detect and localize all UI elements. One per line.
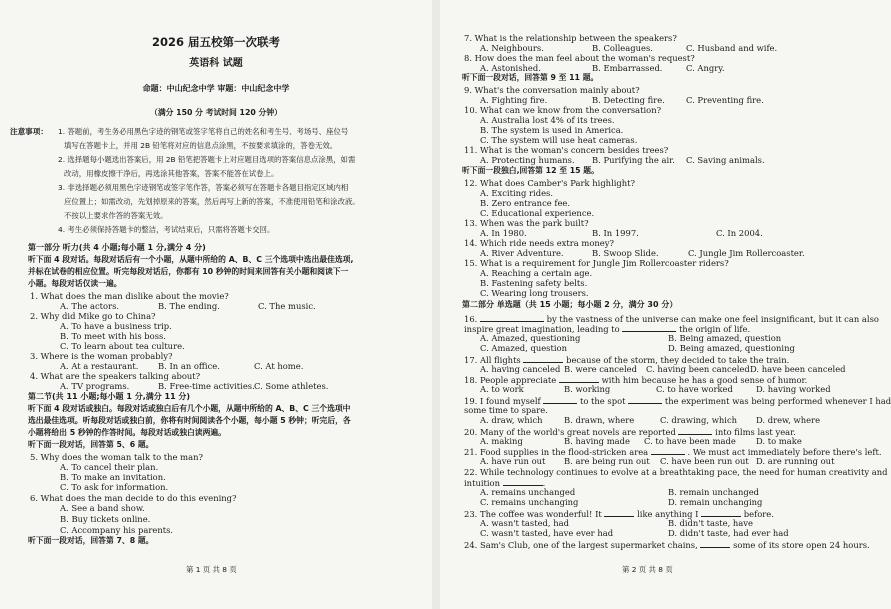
q22-option-a[interactable]: A. remains unchanged — [480, 487, 576, 497]
q22-option-c[interactable]: C. remains unchanging — [480, 497, 579, 507]
q24-text: 24. Sam's Club, one of the largest supermarket chains, — [464, 540, 698, 550]
q17-text: 17. All flights — [464, 355, 521, 365]
q2-option-c[interactable]: C. To learn about tea culture. — [60, 341, 185, 351]
q11-option-a[interactable]: A. Protecting humans. — [480, 155, 575, 165]
q4-option-c[interactable]: C. Some athletes. — [254, 381, 329, 391]
q11-option-c[interactable]: C. Saving animals. — [686, 155, 765, 165]
q17-option-d[interactable]: D. have been canceled — [750, 364, 846, 374]
dialog-heading: 听下面一段对话，回答第 7、8 题。 — [28, 536, 154, 545]
q16-option-c[interactable]: C. Amazed, question — [480, 343, 567, 353]
q22-text: . — [542, 478, 546, 488]
q16-option-b[interactable]: B. Being amazed, question — [668, 333, 782, 343]
q12-option-b[interactable]: B. Zero entrance fee. — [480, 198, 571, 208]
q13-option-c[interactable]: C. In 2004. — [716, 228, 763, 238]
q14-option-a[interactable]: A. River Adventure. — [480, 248, 564, 258]
q8-option-c[interactable]: C. Angry. — [686, 63, 725, 73]
q19-text: 19. I found myself — [464, 396, 541, 406]
q1-option-a[interactable]: A. The actors. — [60, 301, 120, 311]
q2-option-a[interactable]: A. To have a business trip. — [60, 321, 172, 331]
score-time-line: （满分 150 分 考试时间 120 分钟） — [150, 108, 282, 117]
q21-text: 21. Food supplies in the flood-stricken area — [464, 447, 649, 457]
dialog-heading: 听下面一段对话，回答第 9 至 11 题。 — [462, 73, 599, 82]
q24-text: some of its store open 24 hours. — [733, 540, 870, 550]
question-15-stem: 15. What is a requirement for Jungle Jim Rollercoaster riders? — [464, 258, 729, 268]
question-11-stem: 11. What is the woman's concern besides trees? — [464, 145, 669, 155]
q12-option-c[interactable]: C. Educational experience. — [480, 208, 595, 218]
q23-text: before. — [743, 509, 774, 519]
q7-option-a[interactable]: A. Neighbours. — [480, 43, 544, 53]
note-line: 2. 选择题每小题选出答案后，用 2B 铅笔把答题卡上对应题目选项的答案信息点涂黑，如需 — [58, 155, 356, 164]
q16-text: the origin of life. — [679, 324, 751, 334]
q3-option-b[interactable]: B. In an office. — [158, 361, 220, 371]
q21-option-b[interactable]: B. are being run out — [564, 456, 650, 466]
q19-text: to the spot — [579, 396, 626, 406]
part1-title: 第一部分 听力(共 4 小题;每小题 1 分,满分 4 分) — [28, 243, 206, 252]
q3-option-a[interactable]: A. At a restaurant. — [60, 361, 139, 371]
q16-text: by the vastness of the universe can make one feel insignificant, but it can also — [546, 314, 879, 324]
q13-option-b[interactable]: B. In 1997. — [592, 228, 639, 238]
q23-blank-2[interactable] — [701, 508, 741, 517]
q10-option-a[interactable]: A. Australia lost 4% of its trees. — [480, 115, 615, 125]
question-2-stem: 2. Why did Mike go to China? — [30, 311, 156, 321]
q23-option-b[interactable]: B. didn't taste, have — [668, 518, 753, 528]
q19-option-a[interactable]: A. draw, which — [480, 415, 543, 425]
page-footer: 第 2 页 共 8 页 — [622, 565, 673, 574]
q2-option-b[interactable]: B. To meet with his boss. — [60, 331, 166, 341]
q10-option-b[interactable]: B. The system is used in America. — [480, 125, 624, 135]
q18-option-b[interactable]: B. working — [564, 384, 611, 394]
q18-blank[interactable] — [559, 374, 599, 383]
part1-instruction: 小题。每段对话仅读一遍。 — [28, 279, 122, 288]
q18-option-a[interactable]: A. to work — [480, 384, 524, 394]
q10-option-c[interactable]: C. The system will use heat cameras. — [480, 135, 638, 145]
q17-option-c[interactable]: C. having been canceled — [646, 364, 750, 374]
q22-blank[interactable] — [503, 477, 543, 486]
q16-number: 16. — [464, 314, 478, 324]
q17-option-b[interactable]: B. were canceled — [564, 364, 637, 374]
question-8-stem: 8. How does the man feel about the woman's request? — [464, 53, 695, 63]
q18-option-d[interactable]: D. having worked — [756, 384, 831, 394]
q21-option-c[interactable]: C. have been run out — [660, 456, 749, 466]
dialog-heading: 听下面一段独白,回答第 12 至 15 题。 — [462, 166, 599, 175]
question-10-stem: 10. What can we know from the conversation? — [464, 105, 662, 115]
q19-option-d[interactable]: D. drew, where — [756, 415, 821, 425]
q8-option-a[interactable]: A. Astonished. — [480, 63, 541, 73]
q12-option-a[interactable]: A. Exciting rides. — [480, 188, 553, 198]
q9-option-c[interactable]: C. Preventing fire. — [686, 95, 764, 105]
q5-option-c[interactable]: C. To ask for information. — [60, 482, 169, 492]
q20-option-a[interactable]: A. making — [480, 436, 523, 446]
note-line: 应位置上；如需改动，先划掉原来的答案，然后再写上新的答案，不准使用铅笔和涂改液。 — [64, 197, 360, 206]
q6-option-a[interactable]: A. See a band show. — [60, 503, 145, 513]
q22-option-b[interactable]: B. remain unchanged — [668, 487, 760, 497]
q21-text: . We must act immediately before there's left. — [687, 447, 882, 457]
q20-text: 20. Many of the world's great novels are reported — [464, 427, 676, 437]
section2-instruction: 听下面 4 段对话或独白。每段对话或独白后有几个小题，从题中所给的 A、B、C 三个选项中 — [28, 404, 351, 413]
q19-stem-cont: some time to spare. — [464, 405, 548, 415]
q18-text: 18. People appreciate — [464, 375, 557, 385]
q6-option-b[interactable]: B. Buy tickets online. — [60, 514, 151, 524]
q18-option-c[interactable]: C. to have worked — [656, 384, 733, 394]
q17-text: because of the storm, they decided to take the train. — [566, 355, 790, 365]
q21-blank[interactable] — [651, 446, 685, 455]
q20-text: into films last year. — [715, 427, 796, 437]
note-line: 3. 非选择题必须用黑色字迹钢笔或签字笔作答，答案必须写在答题卡各题目指定区域内相 — [58, 183, 349, 192]
q6-option-c[interactable]: C. Accompany his parents. — [60, 525, 174, 535]
note-line: 填写在答题卡上，并用 2B 铅笔将对应的信息点涂黑，不按要求填涂的，答卷无效。 — [64, 141, 338, 150]
q23-option-d[interactable]: D. didn't taste, had ever had — [668, 528, 789, 538]
q22-option-d[interactable]: D. remain unchanging — [668, 497, 763, 507]
q1-option-c[interactable]: C. The music. — [258, 301, 316, 311]
note-line: 不按以上要求作答的答案无效。 — [64, 211, 168, 220]
q19-blank-2[interactable] — [628, 395, 662, 404]
q15-option-a[interactable]: A. Reaching a certain age. — [480, 268, 593, 278]
q7-option-b[interactable]: B. Colleagues. — [592, 43, 653, 53]
part2-title: 第二部分 单选题（共 15 小题；每小题 2 分，满分 30 分） — [462, 300, 678, 309]
question-14-stem: 14. Which ride needs extra money? — [464, 238, 614, 248]
q8-option-b[interactable]: B. Embarrassed. — [592, 63, 663, 73]
q19-text: the experiment was being performed whenever I had — [664, 396, 891, 406]
page-footer: 第 1 页 共 8 页 — [186, 565, 237, 574]
question-3-stem: 3. Where is the woman probably? — [30, 351, 173, 361]
q11-option-b[interactable]: B. Purifying the air. — [592, 155, 675, 165]
q24-blank[interactable] — [700, 539, 730, 548]
question-4-stem: 4. What are the speakers talking about? — [30, 371, 201, 381]
section2-title: 第二节(共 11 小题;每小题 1 分,满分 11 分) — [28, 392, 191, 401]
setter-line: 命题：中山纪念中学 审题：中山纪念中学 — [142, 84, 290, 93]
question-12-stem: 12. What does Camber's Park highlight? — [464, 178, 636, 188]
q15-option-b[interactable]: B. Fastening safety belts. — [480, 278, 588, 288]
q19-blank[interactable] — [543, 395, 577, 404]
q9-option-a[interactable]: A. Fighting fire. — [480, 95, 548, 105]
q23-text: 23. The coffee was wonderful! It — [464, 509, 602, 519]
q4-option-a[interactable]: A. TV programs. — [60, 381, 130, 391]
q22-text: intuition — [464, 478, 500, 488]
section2-instruction: 小题将给出 5 秒钟的作答时间。每段对话或独白读两遍。 — [28, 428, 226, 437]
exam-page-2 — [440, 0, 891, 609]
q5-option-a[interactable]: A. To cancel their plan. — [60, 462, 159, 472]
note-line: 1. 答题前，考生务必用黑色字迹的钢笔或签字笔将自己的姓名和考生号、考场号、座位号 — [58, 127, 349, 136]
q20-blank[interactable] — [678, 426, 712, 435]
note-line: 4. 考生必须保持答题卡的整洁，考试结束后，只需将答题卡交回。 — [58, 225, 275, 234]
question-24-stem — [464, 539, 870, 551]
exam-page-1 — [0, 0, 432, 609]
q19-option-c[interactable]: C. drawing, which — [660, 415, 738, 425]
q17-option-a[interactable]: A. having canceled — [480, 364, 561, 374]
q5-option-b[interactable]: B. To make an invitation. — [60, 472, 166, 482]
q14-option-b[interactable]: B. Swoop Slide. — [592, 248, 659, 258]
q23-blank[interactable] — [604, 508, 634, 517]
q19-option-b[interactable]: B. drawn, where — [564, 415, 635, 425]
q16-text: inspire great imagination, leading to — [464, 324, 620, 334]
q14-option-c[interactable]: C. Jungle Jim Rollercoaster. — [688, 248, 805, 258]
q21-option-d[interactable]: D. are running out — [756, 456, 835, 466]
q9-option-b[interactable]: B. Detecting fire. — [592, 95, 665, 105]
q23-option-c[interactable]: C. wasn't tasted, have ever had — [480, 528, 614, 538]
part1-instruction: 听下面 4 段对话。每段对话后有一个小题，从题中所给的 A、B、C 三个选项中选出最佳选项, — [28, 255, 354, 264]
question-6-stem: 6. What does the man decide to do this evening? — [30, 493, 237, 503]
q21-option-a[interactable]: A. have run out — [480, 456, 546, 466]
note-line: 改动，用橡皮擦干净后，再选涂其他答案，答案不能答在试卷上。 — [64, 169, 279, 178]
q16-blank[interactable] — [480, 313, 544, 322]
subject-title: 英语科 试题 — [189, 58, 243, 69]
q17-blank[interactable] — [523, 354, 563, 363]
section2-instruction: 选出最佳选项。听每段对话或独白前，你将有时间阅读各个小题，每小题 5 秒钟；听完后，各 — [28, 416, 351, 425]
q1-option-b[interactable]: B. The ending. — [158, 301, 220, 311]
q7-option-c[interactable]: C. Husband and wife. — [686, 43, 778, 53]
dialog-heading: 听下面一段对话，回答第 5、6 题。 — [28, 440, 154, 449]
q13-option-a[interactable]: A. In 1980. — [480, 228, 527, 238]
question-7-stem: 7. What is the relationship between the speakers? — [464, 33, 677, 43]
q20-option-b[interactable]: B. having made — [564, 436, 630, 446]
q16-option-a[interactable]: A. Amazed, questioning — [480, 333, 581, 343]
page-gutter — [432, 0, 440, 609]
q16-blank-2[interactable] — [622, 323, 676, 332]
notes-label: 注意事项： — [10, 127, 48, 136]
q20-option-c[interactable]: C. to have been made — [644, 436, 736, 446]
q16-option-d[interactable]: D. Being amazed, questioning — [668, 343, 795, 353]
q23-text: like anything I — [637, 509, 699, 519]
question-5-stem: 5. Why does the woman talk to the man? — [30, 452, 203, 462]
question-22-stem: 22. While technology continues to evolve at a breathtaking pace, the need for human creativity and — [464, 467, 888, 477]
q23-option-a[interactable]: A. wasn't tasted, had — [480, 518, 569, 528]
q4-option-b[interactable]: B. Free-time activities. — [158, 381, 255, 391]
question-1-stem: 1. What does the man dislike about the movie? — [30, 291, 229, 301]
question-13-stem: 13. When was the park built? — [464, 218, 589, 228]
q18-text: with him because he has a good sense of humor. — [601, 375, 808, 385]
q15-option-c[interactable]: C. Wearing long trousers. — [480, 288, 589, 298]
q20-option-d[interactable]: D. to make — [756, 436, 802, 446]
part1-instruction: 并标在试卷的相应位置。听完每段对话后，你都有 10 秒钟的时间来回答有关小题和阅读下一 — [28, 267, 349, 276]
q3-option-c[interactable]: C. At home. — [254, 361, 304, 371]
question-9-stem: 9. What's the conversation mainly about? — [464, 85, 640, 95]
exam-title: 2026 届五校第一次联考 — [151, 35, 280, 49]
